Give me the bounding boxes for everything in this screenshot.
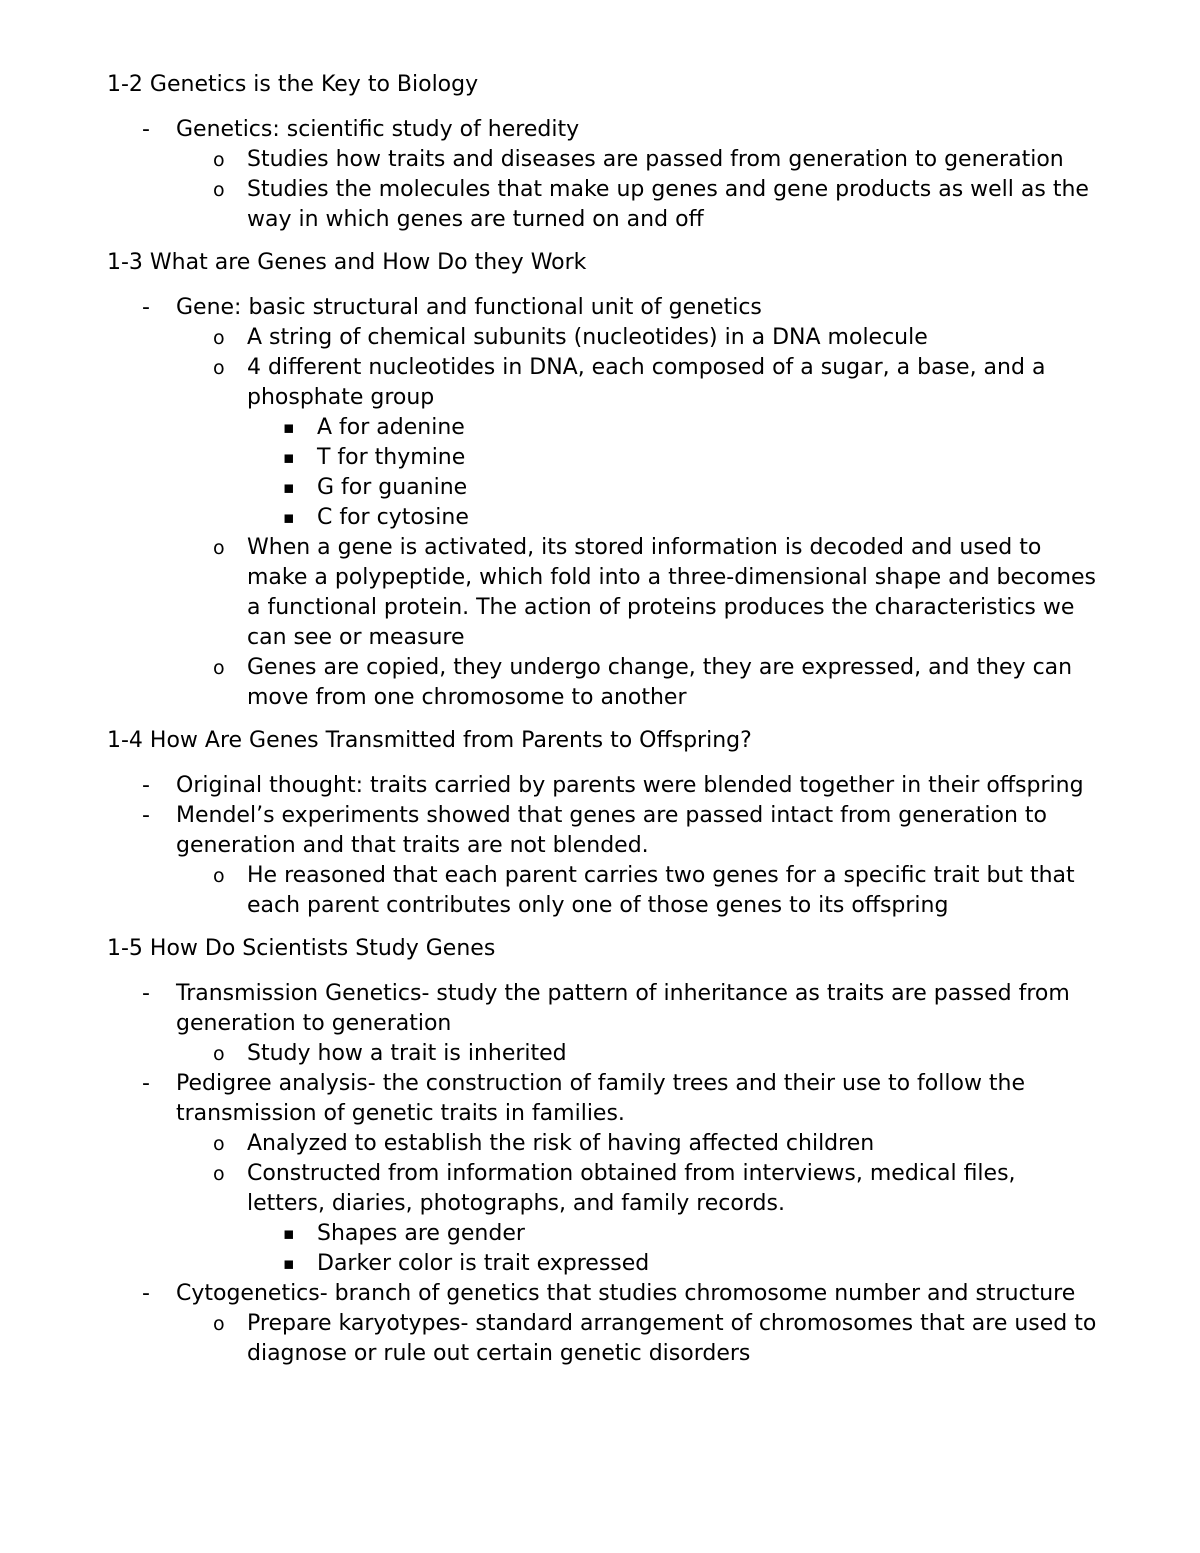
section-heading: 1-4 How Are Genes Transmitted from Parents to Offspring? [107, 728, 752, 753]
dash-bullet: - [142, 981, 150, 1006]
list-item-level-3 [107, 443, 1097, 473]
list-item-level-1 [107, 1069, 1097, 1129]
list-item-text: A for adenine [317, 415, 465, 440]
list-item-level-1 [107, 1279, 1097, 1309]
list-item-level-1 [107, 115, 1097, 145]
list-item-level-1 [107, 771, 1097, 801]
list-item-level-2 [107, 533, 1097, 653]
circle-bullet: o [213, 357, 225, 379]
circle-bullet: o [213, 1133, 225, 1155]
square-bullet: ▪ [283, 1254, 295, 1274]
list-item-level-2 [107, 1039, 1097, 1069]
list-item-level-2 [107, 145, 1097, 175]
list-item-text: Original thought: traits carried by parents were blended together in their offspring [176, 773, 1084, 798]
list-item-level-2 [107, 861, 1097, 921]
dash-bullet: - [142, 1071, 150, 1096]
circle-bullet: o [213, 657, 225, 679]
dash-bullet: - [142, 295, 150, 320]
list-item-text: 4 different nucleotides in DNA, each composed of a sugar, a base, and a phosphate group [247, 355, 1046, 410]
list-item-level-2 [107, 175, 1097, 235]
list-item-level-2 [107, 1309, 1097, 1369]
list-item-text: Pedigree analysis- the construction of family trees and their use to follow the transmission of genetic traits in families. [176, 1071, 1026, 1126]
list-item-text: He reasoned that each parent carries two genes for a specific trait but that each parent contributes only one of those genes to its offspring [247, 863, 1075, 918]
list-item-level-3 [107, 503, 1097, 533]
list-item-text: Analyzed to establish the risk of having affected children [247, 1131, 875, 1156]
list-item-level-1 [107, 979, 1097, 1039]
dash-bullet: - [142, 1281, 150, 1306]
square-bullet: ▪ [283, 418, 295, 438]
circle-bullet: o [213, 1163, 225, 1185]
circle-bullet: o [213, 1043, 225, 1065]
circle-bullet: o [213, 537, 225, 559]
list-item-level-3 [107, 473, 1097, 503]
list-item-level-2 [107, 1159, 1097, 1219]
list-item-text: Cytogenetics- branch of genetics that studies chromosome number and structure [176, 1281, 1076, 1306]
list-item-level-3 [107, 413, 1097, 443]
square-bullet: ▪ [283, 1224, 295, 1244]
square-bullet: ▪ [283, 478, 295, 498]
list-item-level-3 [107, 1219, 1097, 1249]
list-item-level-2 [107, 653, 1097, 713]
list-item-text: When a gene is activated, its stored information is decoded and used to make a polypeptide, which fold into a three-dimensional shape and becomes a functional protein. The action of proteins produces the characteristics we can see or measure [247, 535, 1097, 650]
list-item-text: Transmission Genetics- study the pattern of inheritance as traits are passed from generation to generation [176, 981, 1070, 1036]
circle-bullet: o [213, 327, 225, 349]
list-item-text: Mendel’s experiments showed that genes are passed intact from generation to generation and that traits are not blended. [176, 803, 1048, 858]
list-item-text: Studies the molecules that make up genes and gene products as well as the way in which genes are turned on and off [247, 177, 1089, 232]
circle-bullet: o [213, 1313, 225, 1335]
list-item-level-3 [107, 1249, 1097, 1279]
section [107, 934, 1097, 1369]
square-bullet: ▪ [283, 448, 295, 468]
section-heading: 1-3 What are Genes and How Do they Work [107, 250, 587, 275]
list-item-level-2 [107, 353, 1097, 413]
dash-bullet: - [142, 773, 150, 798]
list-item-text: Studies how traits and diseases are passed from generation to generation [247, 147, 1064, 172]
list-item-text: G for guanine [317, 475, 468, 500]
list-item-text: Shapes are gender [317, 1221, 525, 1246]
list-item-text: Prepare karyotypes- standard arrangement of chromosomes that are used to diagnose or rule out certain genetic disorders [247, 1311, 1097, 1366]
list-item-text: C for cytosine [317, 505, 469, 530]
list-item-level-1 [107, 801, 1097, 861]
square-bullet: ▪ [283, 508, 295, 528]
circle-bullet: o [213, 865, 225, 887]
dash-bullet: - [142, 803, 150, 828]
list-item-level-2 [107, 1129, 1097, 1159]
list-item-text: Gene: basic structural and functional unit of genetics [176, 295, 762, 320]
dash-bullet: - [142, 117, 150, 142]
list-item-text: Constructed from information obtained from interviews, medical files, letters, diaries, photographs, and family records. [247, 1161, 1016, 1216]
list-item-text: Genes are copied, they undergo change, they are expressed, and they can move from one chromosome to another [247, 655, 1073, 710]
section [107, 70, 1097, 235]
list-item-level-1 [107, 293, 1097, 323]
list-item-level-2 [107, 323, 1097, 353]
document-body [107, 70, 1097, 1382]
section-heading: 1-2 Genetics is the Key to Biology [107, 72, 479, 97]
list-item-text: Genetics: scientific study of heredity [176, 117, 580, 142]
list-item-text: Darker color is trait expressed [317, 1251, 650, 1276]
list-item-text: A string of chemical subunits (nucleotides) in a DNA molecule [247, 325, 928, 350]
circle-bullet: o [213, 179, 225, 201]
circle-bullet: o [213, 149, 225, 171]
list-item-text: T for thymine [317, 445, 466, 470]
section [107, 248, 1097, 713]
section-heading: 1-5 How Do Scientists Study Genes [107, 936, 496, 961]
list-item-text: Study how a trait is inherited [247, 1041, 567, 1066]
section [107, 726, 1097, 921]
